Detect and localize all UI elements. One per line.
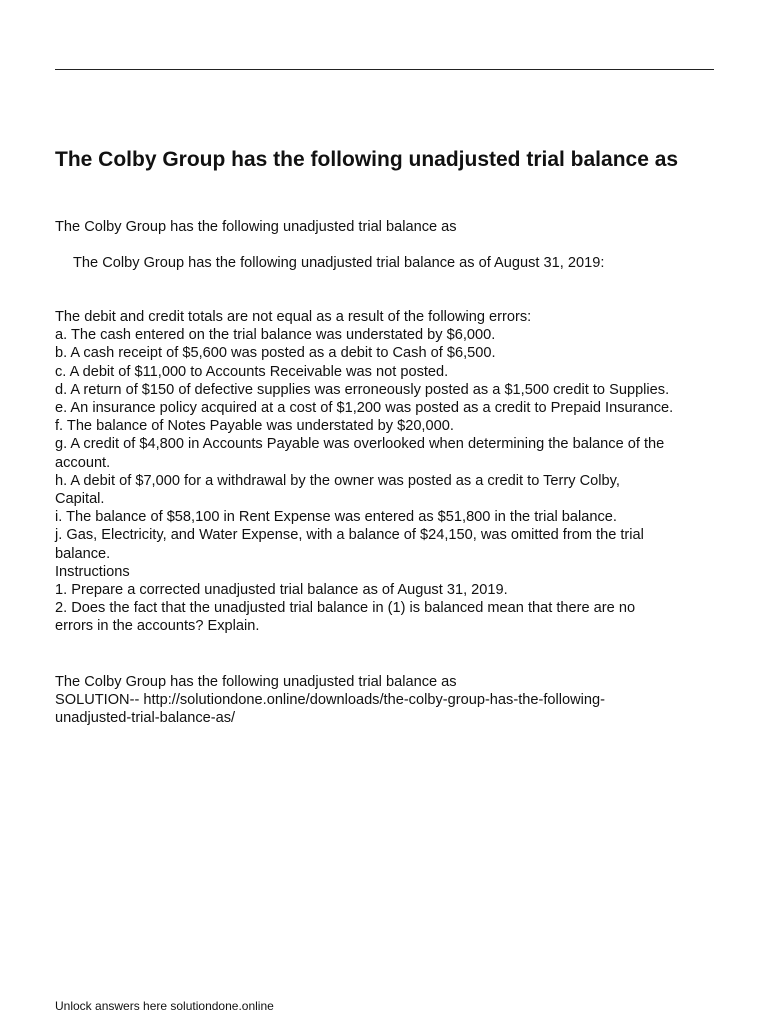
error-item-i: i. The balance of $58,100 in Rent Expense was entered as $51,800 in the trial balance. [55, 509, 617, 526]
solution-block [55, 673, 720, 728]
error-item-d: d. A return of $150 of defective supplies was erroneously posted as a $1,500 credit to Supplies. [55, 381, 670, 398]
solution-heading: The Colby Group has the following unadjusted trial balance as [55, 674, 457, 690]
error-item-b: b. A cash receipt of $5,600 was posted as a debit to Cash of $6,500. [55, 345, 496, 362]
error-item-g: g. A credit of $4,800 in Accounts Payable was overlooked when determining the balance of the [55, 436, 665, 453]
instruction-item-2-cont: errors in the accounts? Explain. [55, 618, 260, 635]
error-item-j-cont: balance. [55, 545, 111, 562]
error-item-g-cont: account. [55, 454, 111, 471]
instruction-item-1: 1. Prepare a corrected unadjusted trial balance as of August 31, 2019. [55, 582, 508, 599]
intro-text: The Colby Group has the following unadjusted trial balance as of August 31, 2019: [73, 255, 605, 271]
error-item-a: a. The cash entered on the trial balance was understated by $6,000. [55, 327, 496, 344]
instruction-item-2: 2. Does the fact that the unadjusted trial balance in (1) is balanced mean that there are no [55, 600, 636, 617]
error-item-j: j. Gas, Electricity, and Water Expense, with a balance of $24,150, was omitted from the trial [55, 527, 644, 544]
problem-body [55, 308, 720, 636]
body-line: The debit and credit totals are not equal as a result of the following errors: [55, 309, 532, 325]
error-item-h: h. A debit of $7,000 for a withdrawal by the owner was posted as a credit to Terry Colby, [55, 472, 620, 489]
solution-link[interactable]: SOLUTION-- http://solutiondone.online/downloads/the-colby-group-has-the-following- [55, 692, 605, 709]
solution-link-cont[interactable]: unadjusted-trial-balance-as/ [55, 710, 236, 727]
subtitle-text: The Colby Group has the following unadjusted trial balance as [55, 219, 457, 235]
top-divider [55, 69, 714, 70]
instructions-heading: Instructions [55, 563, 130, 580]
error-item-h-cont: Capital. [55, 491, 105, 508]
error-item-c: c. A debit of $11,000 to Accounts Receivable was not posted. [55, 363, 449, 380]
error-item-e: e. An insurance policy acquired at a cost of $1,200 was posted as a credit to Prepaid Insurance. [55, 400, 674, 417]
footer-text: Unlock answers here solutiondone.online [55, 999, 274, 1013]
page-title: The Colby Group has the following unadjusted trial balance as [55, 148, 679, 171]
error-item-f: f. The balance of Notes Payable was understated by $20,000. [55, 418, 454, 435]
